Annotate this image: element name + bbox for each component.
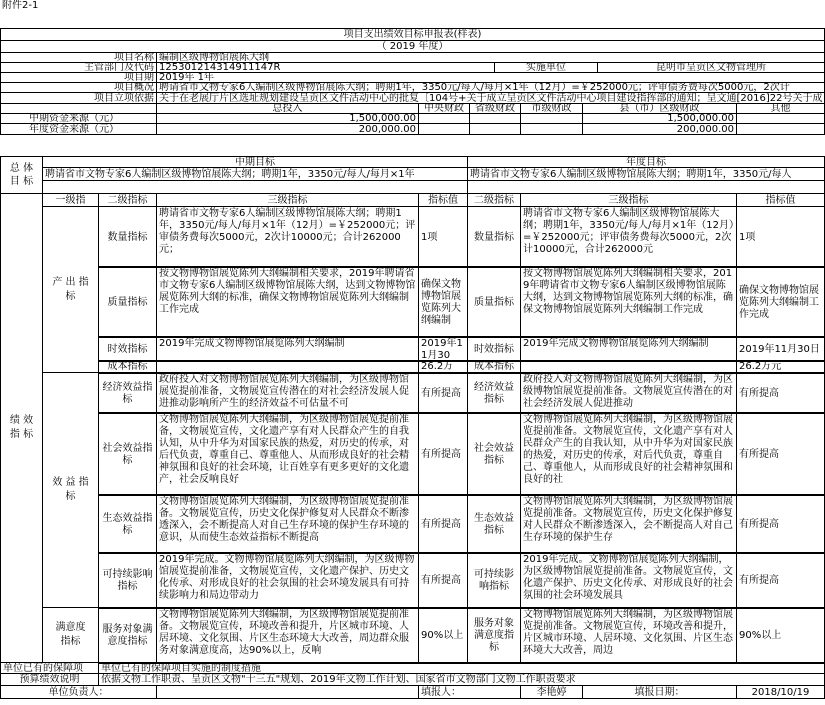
mid-funds-total: 1,500,000.00: [156, 113, 419, 124]
form-title: 项目支出绩效目标申报表(样表): [0, 28, 825, 41]
col-level3-year: 三级指标: [520, 193, 737, 207]
indicator-value: 2019年11月30: [418, 336, 468, 362]
indicator-level3-year: 文物博物馆展览陈列大纲编制，为区级博物馆展览提前准备。文物展览宣传，文化遗产享有对人民群众产生的自我认知，从中升华为对国家民族的热爱，对历史的传承，对后代负责，尊重自己、尊重他人，从而形成良好的社会精神氛围和良好的社: [520, 412, 737, 496]
guarantee-label: 单位已有的保障项: [0, 662, 99, 674]
indicator-value: 确保文物博物馆展览陈列大纲编制: [418, 266, 468, 338]
indicator-level3-year: 政府投入对文物博物馆展览陈列大纲编制，为区级博物馆展览提前准备。文物展览宣传潜在的对社会经济发展人促进推动: [520, 372, 737, 414]
indicator-value: 有所提高: [418, 552, 468, 609]
filler-value: 李艳婷: [520, 685, 583, 699]
mid-funds-county: 1,500,000.00: [582, 113, 737, 124]
indicator-level2-year: 经济效益指标: [467, 372, 521, 414]
indicator-level3: 2019年完成文物博物馆展览陈列大纲编制: [156, 336, 419, 362]
basis-label: 项目立项依据: [0, 92, 157, 104]
dept-label: 主管部门及代码: [0, 62, 157, 73]
mid-funds-label: 中期资金来源（元）: [0, 113, 157, 124]
output-indicator-group: 产 出 指 标: [42, 206, 99, 373]
mid-goal-header: 中期目标: [42, 156, 468, 168]
indicator-level2-year: 社会效益指标: [467, 412, 521, 496]
indicator-value-year: 2019年11月30日: [736, 336, 825, 362]
indicator-level2-year: 时效指标: [467, 336, 521, 362]
guarantee-value: 单位已有的保障项目实施的制度措施: [98, 662, 825, 674]
funds-other-header: 其他: [736, 103, 825, 114]
funds-city-header: 市级财政: [520, 103, 583, 114]
funds-province-header: 省级财政: [469, 103, 521, 114]
indicator-level2-year: 服务对象满意度指标: [467, 607, 521, 664]
project-name-label: 项目名称: [0, 52, 157, 63]
indicator-value-year: 有所提高: [736, 494, 825, 554]
indicator-level3: 文物博物馆展览陈列大纲编制，为区级博物馆展览提前准备，文物展览宣传，文化遗产享有对人民群众产生的自我认知，从中升华为对国家民族的热爱，对历史的传承，对后代负责，尊重自己、尊重他人、从而形成良好的社会精神氛围和良好的社会环境，让百姓享有更多更好的文化遗产，社会反响良好: [156, 412, 419, 496]
col-level1: 一级指: [42, 193, 99, 207]
indicator-level2: 可持续影响指标: [98, 552, 157, 609]
indicator-level3: 文物博物馆展览陈列大纲编制，为区级博物馆展览提前准备。文物展览宣传，环境改善和提升，片区城市环境、人居环境、文化氛围、片区生态环境大大改善，周边群众服务对象满意度高，达90%以上，反响: [156, 607, 419, 664]
indicator-level2-year: 数量指标: [467, 206, 521, 268]
indicator-level3: 按文物博物馆展览陈列大纲编制相关要求，2019年聘请省市文物专家6人编制区级博物馆展陈大纲，达到文物博物馆展览陈列大纲的标准，确保文物博物馆展览陈列大纲编制工作完成: [156, 266, 419, 338]
expect-label: 预算绩效说明: [0, 673, 99, 686]
indicator-value-year: 有所提高: [736, 372, 825, 414]
indicator-level3-year: 聘请省市文物专家6人编制区级博物馆展陈大纲；聘期1年，3350元/每人/每月×1年（12月）=￥252000元；评审债务费每次5000元，2次计10000元，合计262000元: [520, 206, 737, 268]
filler-label: 填报人：: [418, 685, 521, 699]
indicator-level2-year: 生态效益指标: [467, 494, 521, 554]
indicator-value-year: 确保文物博物馆展览陈列大纲编制工作完成: [736, 266, 825, 338]
indicator-level2-year: 可持续影响指标: [467, 552, 521, 609]
overall-goal-label: 总 体 目 标: [0, 156, 43, 194]
impl-label: 实施单位: [494, 62, 598, 73]
indicator-level2: 质量指标: [98, 266, 157, 338]
col-level3: 三级指标: [156, 193, 419, 207]
indicator-value: 26.2万: [418, 360, 468, 374]
expect-value: 依据文物工作职责、呈贡区文物"十三五"规划、2019年文物工作计划、国家省市文物部门文物工作职责要求: [98, 673, 825, 686]
indicator-level2: 成本指标: [98, 360, 157, 374]
year-funds-total: 200,000.00: [156, 123, 419, 135]
indicator-value-year: 1项: [736, 206, 825, 268]
indicator-level3: 政府投入对文物博物馆展览陈列大纲编制，为区级博物馆展览提前准备，文物展览宣传潜在的对社会经济发展人促进推动影响所产生的经济效益不可估量不可: [156, 372, 419, 414]
person-label: 单位负责人：: [0, 685, 157, 699]
basis-value: 关于在老展厅片区选址规划建设呈贡区文件活动中心的批复〔104号+关于成立呈贡区文件活动中心项目建设指挥部的通知；呈文通[2016]22号关于成: [156, 92, 825, 104]
indicator-level3-year: 文物博物馆展览陈列大纲编制，为区级博物馆展览提前准备。文物展览宣传，环境改善和提升，片区城市环境、人居环境、文化氛围、片区生态环境大大改善，周边: [520, 607, 737, 664]
indicator-value: 有所提高: [418, 412, 468, 496]
funds-central-header: 中央财政: [418, 103, 470, 114]
indicator-level2: 数量指标: [98, 206, 157, 268]
indicator-level2-year: 质量指标: [467, 266, 521, 338]
indicator-level2: 社会效益指标: [98, 412, 157, 496]
indicator-value: 有所提高: [418, 372, 468, 414]
col-level2: 二级指标: [98, 193, 157, 207]
indicator-level2-year: 成本指标: [467, 360, 521, 374]
indicator-value: 1项: [418, 206, 468, 268]
col-value-year: 指标值: [736, 193, 825, 207]
indicator-level3-year: 按文物博物馆展览陈列大纲编制相关要求，2019年聘请省市文物专家6人编制区级博物馆展陈大纲，达到文物博物馆展览陈列大纲的标准，确保文物博物馆展览陈列大纲编制工作完成: [520, 266, 737, 338]
benefit-indicator-group: 效 益 指 标: [42, 372, 99, 608]
date-label: 填报日期：: [582, 685, 737, 699]
indicator-value-year: 90%以上: [736, 607, 825, 664]
project-name-value: 编制区级博物馆展陈大纲: [156, 52, 825, 63]
indicator-level3-year: 文物博物馆展览陈列大纲编制，为区级博物馆展览提前准备。文物展览宣传，历史文化保护修复对人民群众不断渗透深入，会不断提高人对自己生存环境的保护生存: [520, 494, 737, 554]
year-goal-value: 聘请省市文物专家6人编制区级博物馆展陈大纲；聘期1年，3350元/每人: [467, 167, 825, 181]
indicator-value-year: 有所提高: [736, 552, 825, 609]
funds-total-header: 总投入: [156, 103, 419, 114]
indicator-level2: 经济效益指标: [98, 372, 157, 414]
dept-value: 125301214314911147R: [156, 62, 495, 73]
col-level2-year: 二级指标: [467, 193, 521, 207]
year-funds-label: 年度资金来源（元）: [0, 123, 157, 135]
overview-label: 项目概况: [0, 82, 157, 93]
impl-value: 昆明市呈贡区文物管理所: [597, 62, 825, 73]
date-value: 2018/10/19: [736, 685, 825, 699]
satisfaction-indicator-group: 满意度 指标: [42, 607, 99, 663]
indicator-value: 有所提高: [418, 494, 468, 554]
indicator-level3: 聘请省市文物专家6人编制区级博物馆展陈大纲；聘期1年，3350元/每人/每月×1年（12月）=￥252000元；评审债务费每次5000元，2次计10000元；合计262000元；: [156, 206, 419, 268]
funds-county-header: 县（市）区级财政: [582, 103, 737, 114]
overview-value: 聘请省市文物专家6人编制区级博物馆展陈大纲；聘期1年，3350元/每人/每月×1年（12月）=￥252000元；评审债务费每次5000元，2次计: [156, 82, 825, 93]
year-goal-header: 年度目标: [467, 156, 825, 168]
indicator-value: 90%以上: [418, 607, 468, 664]
indicator-level3-year: 2019年完成。文物博物馆展览陈列大纲编制，为区级博物馆展览提前准备。文物展览宣传，文化遗产保护、历史文化传承、对形成良好的社会氛围的社会环境发展具: [520, 552, 737, 609]
mid-goal-value: 聘请省市文物专家6人编制区级博物馆展陈大纲；聘期1年，3350元/每人/每月×1年: [42, 167, 468, 181]
indicator-value-year: 有所提高: [736, 412, 825, 496]
indicator-level2: 生态效益指标: [98, 494, 157, 554]
indicator-level3-year: 2019年完成文物博物馆展览陈列大纲编制: [520, 336, 737, 362]
indicator-level2: 时效指标: [98, 336, 157, 362]
year-funds-county: 200,000.00: [582, 123, 737, 135]
form-year: （ 2019 年度）: [0, 41, 825, 53]
col-value: 指标值: [418, 193, 468, 207]
indicator-value-year: 26.2万元: [736, 360, 825, 374]
period-value: 2019年 1年: [156, 72, 825, 83]
period-label: 项目期: [0, 72, 157, 83]
indicator-level3: 2019年完成。文物博物馆展览陈列大纲编制，为区级博物馆展览提前准备，文物展览宣传，文化遗产保护、历史文化传承、对形成良好的社会氛围的社会环境发展具有可持续影响力和局边带动力: [156, 552, 419, 609]
indicator-level2: 服务对象满意度指标: [98, 607, 157, 664]
indicator-level3: 文物博物馆展览陈列大纲编制，为区级博物馆展览提前准备。文物展览宣传，历史文化保护修复对人民群众不断渗透深入，会不断提高人对自己生存环境的保护生存环境的意识，从而使生态效益指标不断提高: [156, 494, 419, 554]
attachment-label: 附件2-1: [2, 0, 39, 11]
performance-indicator-label: 绩 效 指 标: [0, 193, 43, 663]
